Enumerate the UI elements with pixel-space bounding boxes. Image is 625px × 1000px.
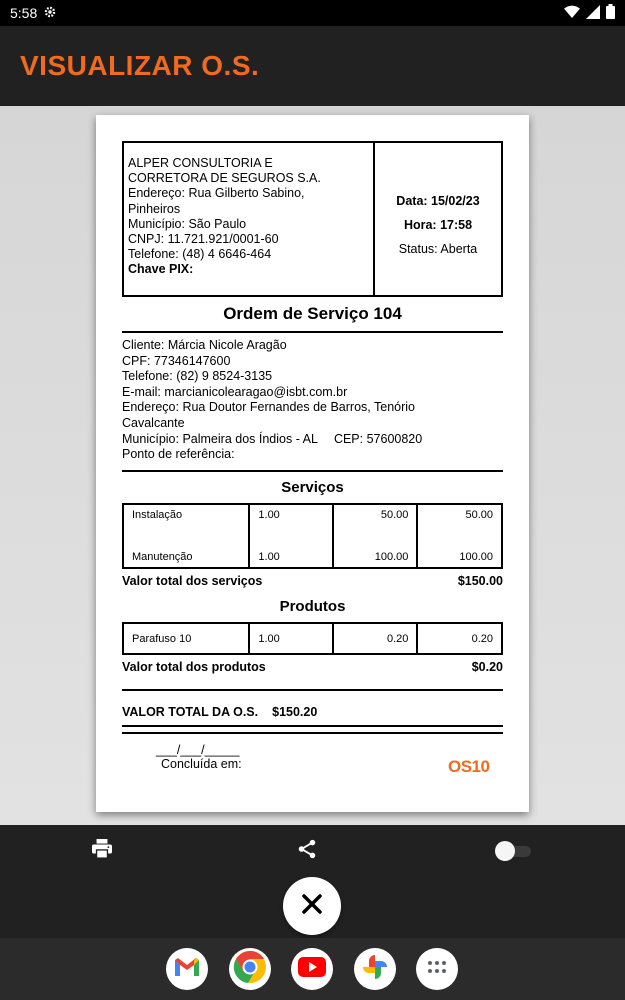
status-icons xyxy=(564,4,615,22)
client-city: Município: Palmeira dos Índios - AL xyxy=(122,431,318,446)
close-icon xyxy=(301,893,323,920)
toggle-switch[interactable] xyxy=(495,841,535,861)
completion-date-lines: ___/___/_____ xyxy=(156,743,240,757)
client-city-row xyxy=(122,432,503,448)
youtube-icon xyxy=(298,957,326,982)
print-button[interactable] xyxy=(88,837,116,865)
divider xyxy=(122,331,503,333)
product-unit-price: 0.20 xyxy=(333,623,418,654)
client-address-line1: Endereço: Rua Doutor Fernandes de Barros, Tenório xyxy=(122,400,415,415)
settings-gear-icon xyxy=(43,5,57,22)
service-name: Instalação xyxy=(132,509,183,521)
company-phone: Telefone: (48) 4 6646-464 xyxy=(128,247,272,262)
document-preview[interactable] xyxy=(0,106,625,825)
service-order-document xyxy=(96,115,529,812)
company-city: Município: São Paulo xyxy=(128,216,247,231)
youtube-app[interactable] xyxy=(291,948,333,990)
app-bar xyxy=(0,26,625,106)
product-total: 0.20 xyxy=(417,623,502,654)
services-total-cell xyxy=(417,504,502,568)
service-total: 50.00 xyxy=(465,509,493,521)
products-total-row xyxy=(122,660,503,674)
service-unit-price: 100.00 xyxy=(374,551,409,563)
photos-app[interactable] xyxy=(354,948,396,990)
company-name-line2: CORRETORA DE SEGUROS S.A. xyxy=(128,171,321,186)
service-qty: 1.00 xyxy=(258,509,280,521)
wifi-icon xyxy=(564,5,580,22)
share-button[interactable] xyxy=(293,837,321,865)
products-total-value: $0.20 xyxy=(471,660,503,674)
order-meta xyxy=(375,143,501,295)
services-heading: Serviços xyxy=(281,479,344,496)
share-icon xyxy=(296,838,318,865)
app-drawer-button[interactable] xyxy=(416,948,458,990)
gmail-icon xyxy=(174,957,200,982)
order-status: Status: Aberta xyxy=(398,242,478,256)
photos-pinwheel-icon xyxy=(361,953,389,986)
client-cep: CEP: 57600820 xyxy=(333,431,423,446)
client-info xyxy=(122,338,503,463)
client-phone: Telefone: (82) 9 8524-3135 xyxy=(122,369,273,384)
products-table xyxy=(122,622,503,655)
products-total-label: Valor total dos produtos xyxy=(122,660,266,674)
page-title: VISUALIZAR O.S. xyxy=(20,50,260,81)
service-qty: 1.00 xyxy=(258,551,280,563)
company-pix-key: Chave PIX: xyxy=(128,262,194,277)
client-name: Cliente: Márcia Nicole Aragão xyxy=(122,338,287,352)
status-time: 5:58 xyxy=(10,5,38,21)
service-name: Manutenção xyxy=(132,551,193,563)
close-button[interactable] xyxy=(283,877,341,935)
services-total-row xyxy=(122,574,503,588)
toggle-knob xyxy=(495,841,515,861)
signal-icon xyxy=(586,5,600,22)
os10-logo: OS10 xyxy=(448,757,490,776)
chrome-icon xyxy=(233,950,267,989)
chrome-app[interactable] xyxy=(229,948,271,990)
order-date: Data: 15/02/23 xyxy=(396,194,480,208)
app-dock xyxy=(0,938,625,1000)
order-title: Ordem de Serviço 104 xyxy=(223,304,402,323)
divider xyxy=(122,689,503,691)
service-unit-price: 50.00 xyxy=(380,509,409,521)
bottom-toolbar xyxy=(0,825,625,877)
product-name: Parafuso 10 xyxy=(123,623,249,654)
grand-total-value: $150.20 xyxy=(272,705,318,719)
document-header xyxy=(122,141,503,297)
company-name-line1: ALPER CONSULTORIA E xyxy=(128,156,273,170)
service-total: 100.00 xyxy=(459,551,493,563)
company-cnpj: CNPJ: 11.721.921/0001-60 xyxy=(128,232,279,247)
order-time: Hora: 17:58 xyxy=(403,218,473,232)
divider xyxy=(122,470,503,472)
company-address-line1: Endereço: Rua Gilberto Sabino, xyxy=(128,186,305,201)
services-total-label: Valor total dos serviços xyxy=(122,574,263,588)
completion-signature xyxy=(156,743,242,771)
services-qty-cell xyxy=(249,504,332,568)
company-address-line2: Pinheiros xyxy=(128,201,181,216)
completion-label: Concluída em: xyxy=(161,757,242,771)
divider xyxy=(122,732,503,734)
client-email: E-mail: marcianicolearagao@isbt.com.br xyxy=(122,384,348,399)
client-cpf: CPF: 77346147600 xyxy=(122,353,231,368)
services-name-cell xyxy=(123,504,249,568)
battery-icon xyxy=(606,4,615,22)
divider xyxy=(122,725,503,727)
gmail-app[interactable] xyxy=(166,948,208,990)
grand-total-row xyxy=(122,705,317,719)
grand-total-label: VALOR TOTAL DA O.S. xyxy=(122,705,259,719)
services-table xyxy=(122,503,503,569)
table-row xyxy=(123,623,502,654)
products-heading: Produtos xyxy=(279,598,346,615)
client-address-line2: Cavalcante xyxy=(122,415,185,430)
company-info xyxy=(124,143,375,295)
services-unit-cell xyxy=(333,504,418,568)
client-reference: Ponto de referência: xyxy=(122,447,235,462)
product-qty: 1.00 xyxy=(249,623,333,654)
grid-dots-icon xyxy=(427,960,447,979)
services-total-value: $150.00 xyxy=(457,574,503,588)
status-bar xyxy=(0,0,625,26)
print-icon xyxy=(91,839,113,864)
